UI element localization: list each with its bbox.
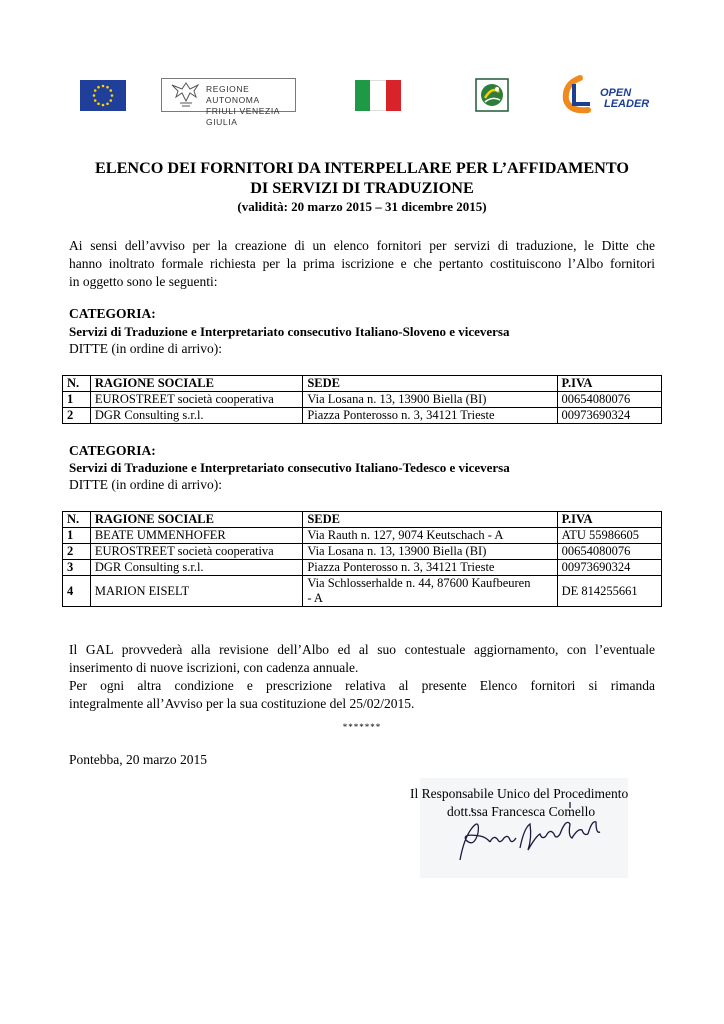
row-vat: 00654080076 [557,544,661,560]
category1-table [62,375,662,424]
category2-table [62,511,662,607]
col-vat-header: P.IVA [557,376,661,392]
col-name-header: RAGIONE SOCIALE [90,512,302,528]
responsible-title: Il Responsabile Unico del Procedimento [410,786,629,801]
intro-paragraph [69,237,655,291]
table-row [63,392,662,408]
row-name: DGR Consulting s.r.l. [90,560,302,576]
closing-line2: inserimento di nuove iscrizioni, con cadenza annuale. [69,660,359,675]
col-n-header: N. [63,376,91,392]
table-header-row [63,512,662,528]
category2-label: CATEGORIA: [69,443,156,458]
table-row [63,576,662,607]
row-vat: 00973690324 [557,560,661,576]
row-number: 4 [63,576,91,607]
table-row [63,544,662,560]
separator-stars: ******* [342,722,382,732]
closing-paragraph [69,641,655,713]
open-leader-line1: OPEN [600,87,632,99]
row-number: 1 [63,392,91,408]
row-seat-line1: Via Schlosserhalde n. 44, 87600 Kaufbeuren [307,576,531,590]
fvg-line1: REGIONE AUTONOMA [206,84,260,105]
open-leader-line2: LEADER [604,98,650,110]
category1-description: Servizi di Traduzione e Interpretariato consecutivo Italiano-Sloveno e viceversa [69,324,510,339]
table-header-row [63,376,662,392]
row-vat: ATU 55986605 [557,528,661,544]
row-number: 2 [63,544,91,560]
row-number: 2 [63,408,91,424]
row-seat-line2: - A [307,591,323,605]
col-vat-header: P.IVA [557,512,661,528]
intro-line1: Ai sensi dell’avviso per la creazione di un elenco fornitori per servizi di traduzione, le Ditte che [69,238,655,253]
row-seat: Piazza Ponterosso n. 3, 34121 Trieste [303,560,557,576]
eu-flag-logo [80,80,126,111]
row-name: DGR Consulting s.r.l. [90,408,303,424]
table-row [63,528,662,544]
col-name-header: RAGIONE SOCIALE [90,376,303,392]
row-number: 1 [63,528,91,544]
eagle-icon [164,79,204,111]
row-vat: DE 814255661 [557,576,661,607]
leader-logo [475,78,509,112]
closing-line4: integralmente all’Avviso per la sua costituzione del 25/02/2015. [69,696,415,711]
leader-emblem-icon [475,78,509,112]
place-date: Pontebba, 20 marzo 2015 [69,752,207,767]
table-row [63,560,662,576]
closing-line3: Per ogni altra condizione e prescrizione relativa al presente Elenco fornitori si rimanda [69,678,655,693]
italy-flag-logo [355,80,401,111]
page-title-line1: ELENCO DEI FORNITORI DA INTERPELLARE PER L’AFFIDAMENTO [95,159,629,177]
intro-line2: hanno inoltrato formale richiesta per la prima iscrizione e che pertanto costituiscono l’Albo fornitori [69,256,655,271]
col-seat-header: SEDE [303,512,557,528]
regione-fvg-logo [161,78,296,127]
category1-ditte: DITTE (in ordine di arrivo): [69,341,222,356]
open-leader-logo [560,74,650,116]
row-seat [303,576,557,607]
fvg-line2: FRIULI VENEZIA GIULIA [206,106,280,127]
row-name: BEATE UMMENHOFER [90,528,302,544]
validity-period: (validità: 20 marzo 2015 – 31 dicembre 2015) [237,199,487,214]
category2-ditte: DITTE (in ordine di arrivo): [69,477,222,492]
row-name: EUROSTREET società cooperativa [90,544,302,560]
row-seat: Via Losana n. 13, 13900 Biella (BI) [303,392,557,408]
row-seat: Via Losana n. 13, 13900 Biella (BI) [303,544,557,560]
category1-label: CATEGORIA: [69,306,156,321]
row-seat: Via Rauth n. 127, 9074 Keutschach - A [303,528,557,544]
row-seat: Piazza Ponterosso n. 3, 34121 Trieste [303,408,557,424]
row-vat: 00654080076 [557,392,661,408]
row-name: MARION EISELT [90,576,302,607]
closing-line1: Il GAL provvederà alla revisione dell’Albo ed al suo contestuale aggiornamento, con l’eventuale [69,642,655,657]
row-number: 3 [63,560,91,576]
table-row [63,408,662,424]
row-vat: 00973690324 [557,408,661,424]
responsible-name: dott.ssa Francesca Comello [447,804,596,819]
category2-description: Servizi di Traduzione e Interpretariato consecutivo Italiano-Tedesco e viceversa [69,460,510,475]
col-seat-header: SEDE [303,376,557,392]
eu-stars-icon [80,80,126,111]
page-title-line2: DI SERVIZI DI TRADUZIONE [250,179,474,197]
row-name: EUROSTREET società cooperativa [90,392,303,408]
intro-line3: in oggetto sono le seguenti: [69,274,218,289]
col-n-header: N. [63,512,91,528]
